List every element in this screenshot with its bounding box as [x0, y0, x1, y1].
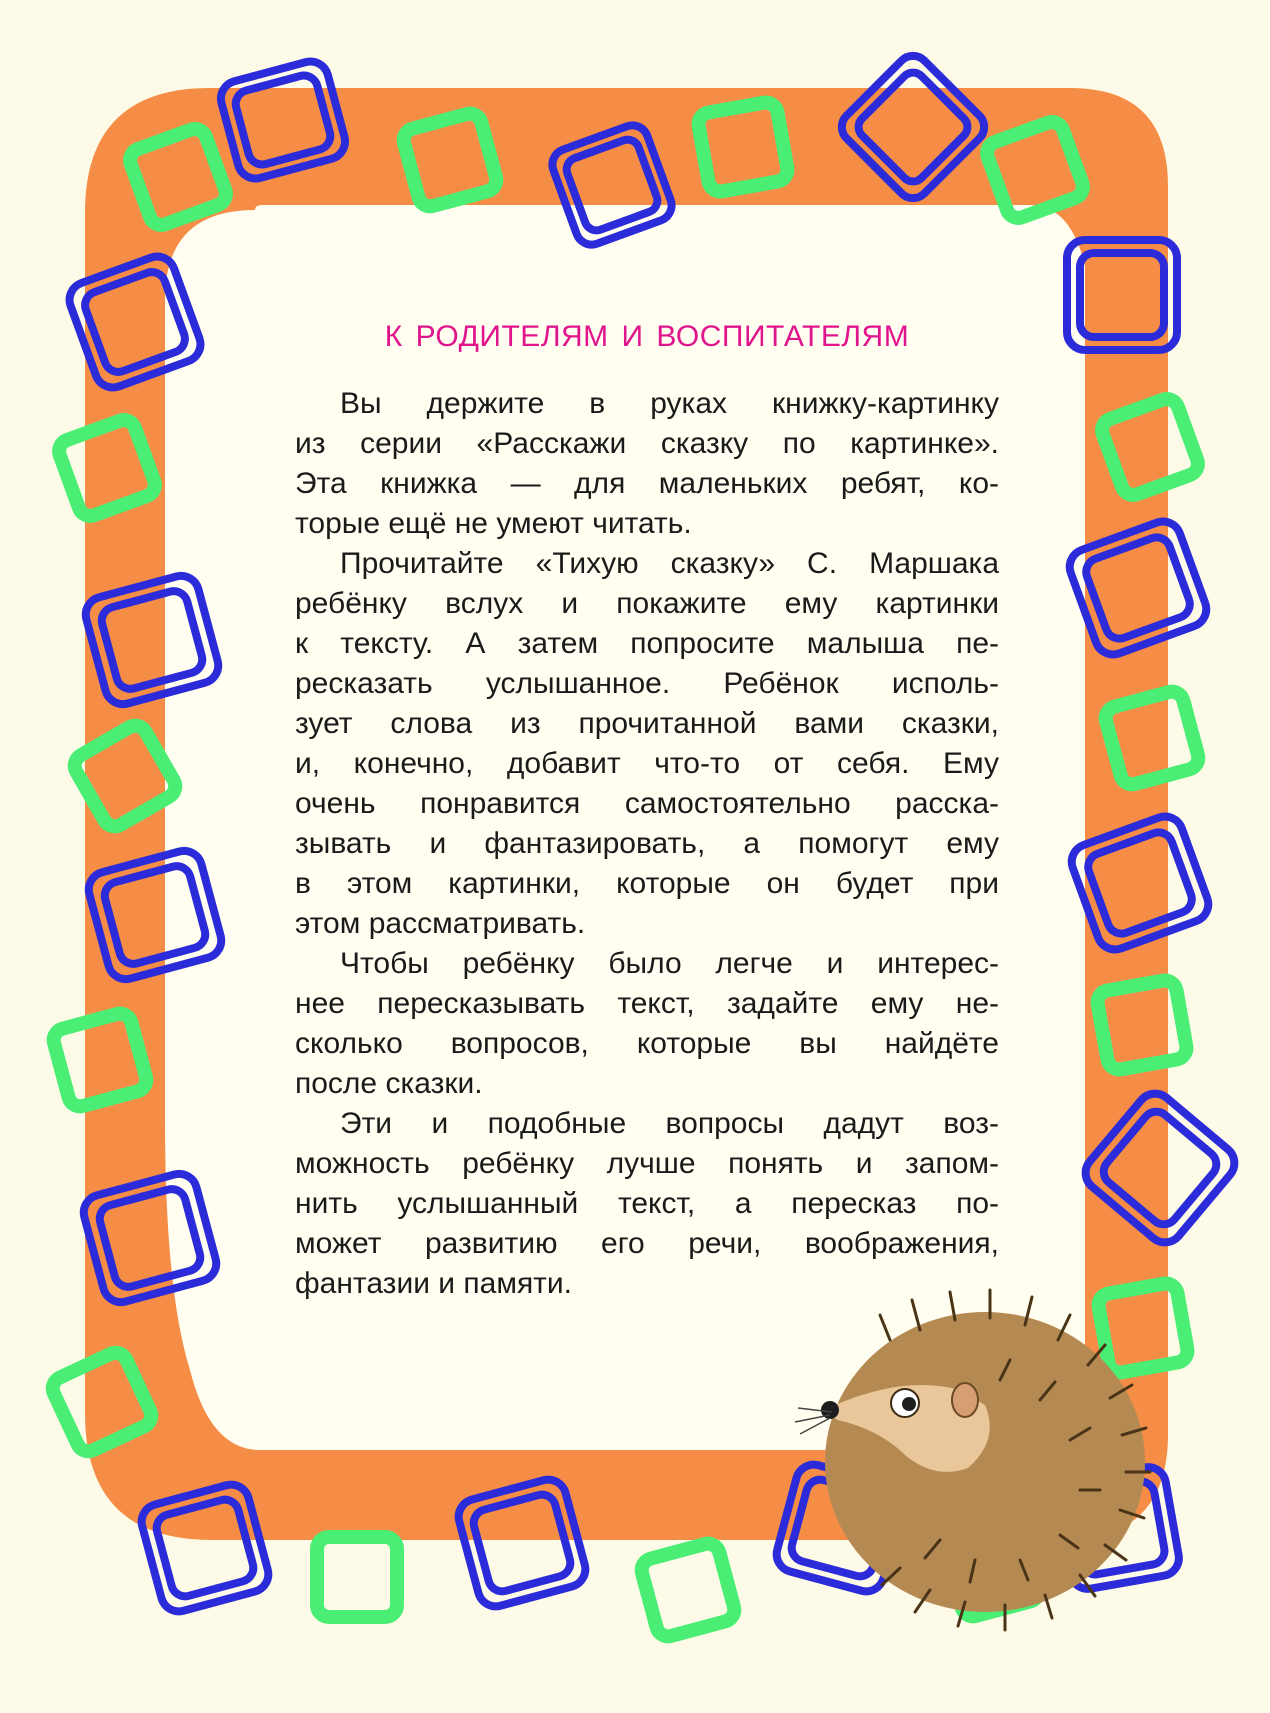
hedgehog-body: [825, 1312, 1145, 1612]
paragraph-line: сколько вопросов, которые вы найдёте: [295, 1027, 999, 1060]
paragraph-line: Прочитайте «Тихую сказку» С. Маршака: [340, 547, 999, 580]
paragraph-line: может развитию его речи, воображения,: [295, 1227, 999, 1260]
paragraph-line: ресказать услышанное. Ребёнок исполь-: [295, 667, 999, 700]
paragraph-line: к тексту. А затем попросите малыша пе-: [295, 627, 999, 660]
paragraph-line: после сказки.: [295, 1067, 483, 1100]
paragraph-line: Эта книжка — для маленьких ребят, ко-: [295, 467, 999, 500]
paragraph-line: очень понравится самостоятельно расска-: [295, 787, 999, 820]
body-text: [295, 384, 999, 1304]
paragraph-line: нить услышанный текст, а пересказ по-: [295, 1187, 999, 1220]
paragraph-line: из серии «Расскажи сказку по картинке».: [295, 427, 999, 460]
hedgehog-ear: [952, 1383, 978, 1417]
green-square-icon: [639, 1541, 737, 1639]
paragraph-line: Чтобы ребёнку было легче и интерес-: [340, 947, 999, 980]
paragraph: [295, 944, 999, 1104]
paragraph: [295, 1104, 999, 1304]
blue-square-icon: [455, 1476, 590, 1611]
paragraph: [295, 544, 999, 944]
paragraph-line: зует слова из прочитанной вами сказки,: [295, 707, 999, 740]
paragraph-line: нее пересказывать текст, задайте ему не-: [295, 987, 999, 1020]
paragraph-line: торые ещё не умеют читать.: [295, 507, 692, 540]
paragraph-line: ребёнку вслух и покажите ему картинки: [295, 587, 999, 620]
parents-notice: [295, 320, 999, 1304]
paragraph-line: Эти и подобные вопросы дадут воз-: [340, 1107, 999, 1140]
paragraph-line: можность ребёнку лучше понять и запом-: [295, 1147, 999, 1180]
paragraph: [295, 384, 999, 544]
paragraph-line: зывать и фантазировать, а помогут ему: [295, 827, 999, 860]
page-title: К РОДИТЕЛЯМ И ВОСПИТАТЕЛЯМ: [384, 320, 910, 353]
paragraph-line: фантазии и памяти.: [295, 1267, 573, 1300]
paragraph-line: в этом картинки, которые он будет при: [295, 867, 999, 900]
paragraph-line: этом рассматривать.: [295, 907, 586, 940]
blue-square-icon: [138, 1481, 273, 1616]
green-square-icon: [317, 1537, 397, 1617]
paragraph-line: и, конечно, добавит что-то от себя. Ему: [295, 747, 999, 780]
paragraph-line: Вы держите в руках книжку-картинку: [340, 387, 999, 420]
